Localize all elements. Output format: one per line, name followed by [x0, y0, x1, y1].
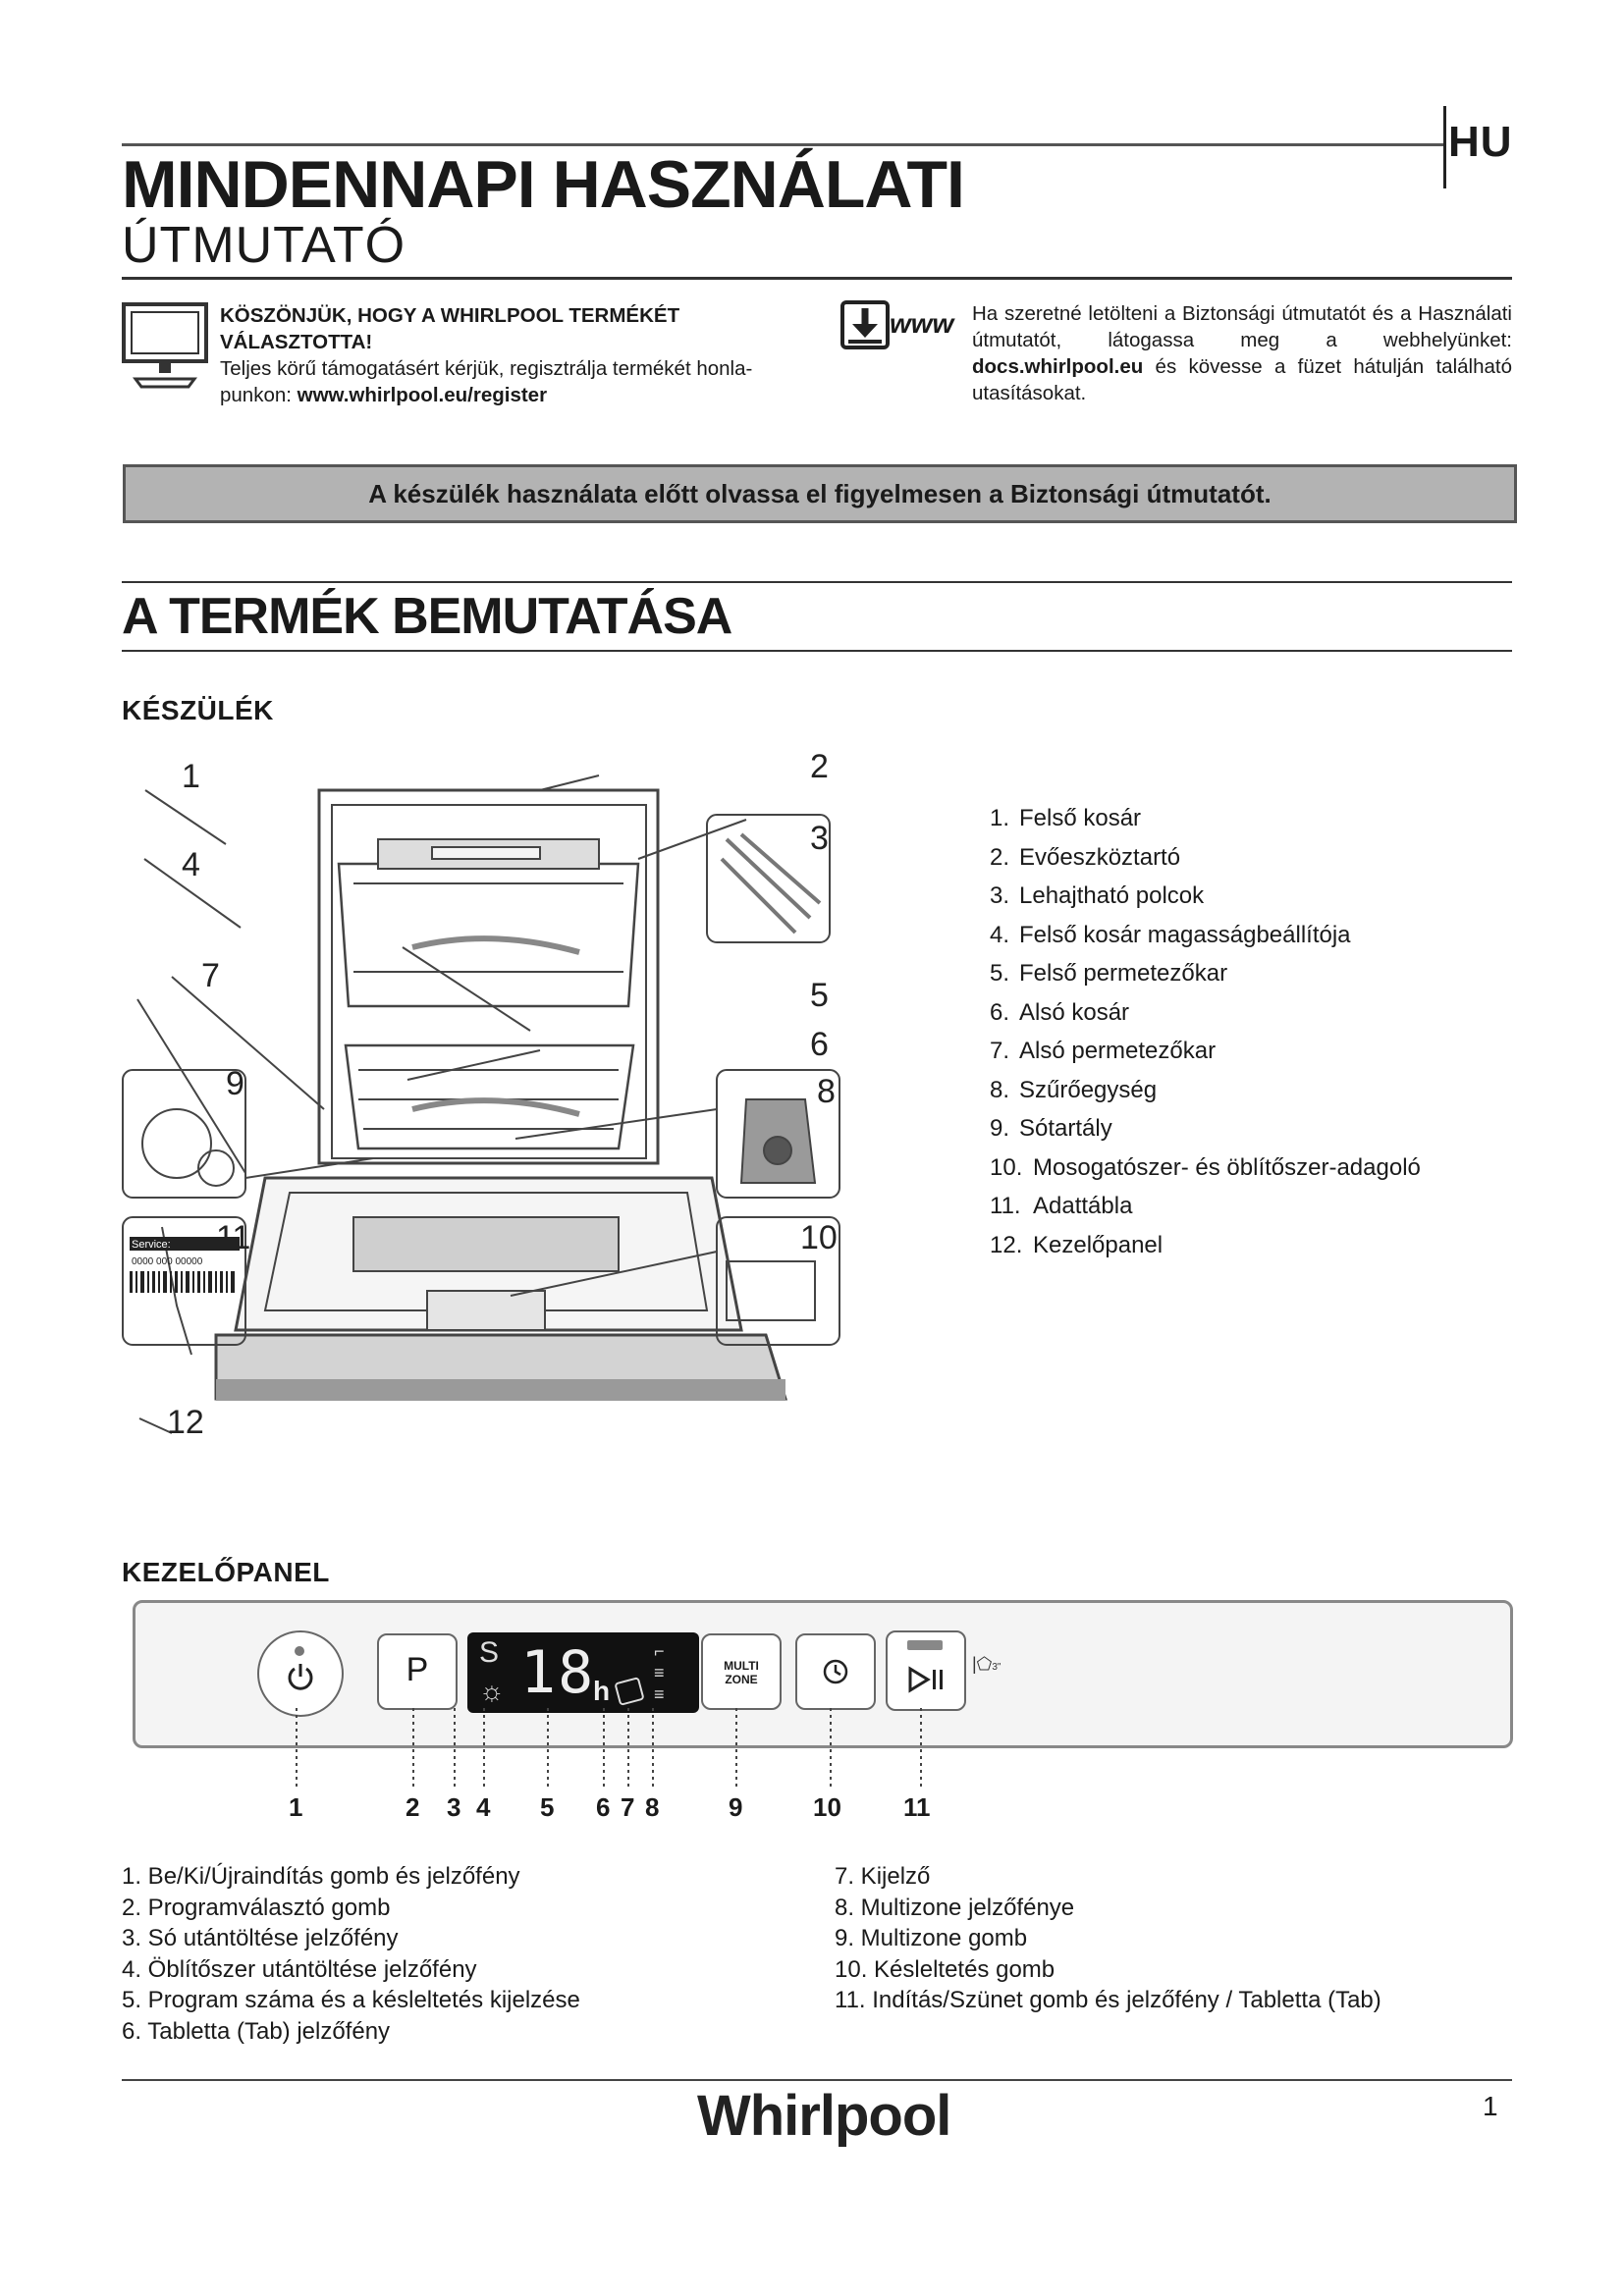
callout-12: 12 [167, 1404, 204, 1441]
dishwasher-diagram [118, 746, 864, 1453]
callout-10: 10 [800, 1219, 838, 1256]
panel-callout-3: 3 [447, 1792, 461, 1822]
www-label: www [890, 308, 954, 339]
register-link[interactable]: www.whirlpool.eu/register [297, 384, 548, 406]
safety-notice-banner: A készülék használata előtt olvassa el figyelmesen a Biztonsági útmutatót. [123, 464, 1517, 523]
lang-divider [1443, 106, 1446, 188]
panel-callout-8: 8 [645, 1792, 660, 1822]
list-item: 3. Lehajtható polcok [990, 882, 1205, 909]
section-rule-top [122, 581, 1512, 583]
download-text-part2: és kövesse a füzet hátulján található utasításokat. [972, 355, 1512, 404]
list-item: 11. Adattábla [990, 1193, 1133, 1219]
callout-5: 5 [810, 977, 829, 1014]
title-rule [122, 277, 1512, 280]
callout-8: 8 [817, 1073, 836, 1110]
list-item: 8. Szűrőegység [990, 1076, 1158, 1103]
callout-2: 2 [810, 748, 829, 785]
thanks-body [220, 355, 809, 408]
panel-leader-lines [133, 1708, 977, 1796]
salt-indicator: S [479, 1636, 500, 1669]
brand-logo: Whirlpool [697, 2084, 951, 2148]
rating-plate-code: 0000 000 00000 [132, 1256, 203, 1267]
delay-clock-icon [821, 1657, 850, 1686]
callout-6: 6 [810, 1026, 829, 1063]
list-item: 5. Felső permetezőkar [990, 960, 1228, 987]
start-pause-indicator-light [907, 1640, 943, 1650]
list-item: 4. Öblítőszer utántöltése jelzőfény [122, 1955, 477, 1983]
multizone-button[interactable] [701, 1633, 782, 1710]
appliance-heading: KÉSZÜLÉK [122, 695, 274, 725]
docs-link[interactable]: docs.whirlpool.eu [972, 355, 1144, 378]
program-button-label: P [406, 1651, 429, 1688]
language-code: HU [1448, 118, 1513, 166]
panel-callout-6: 6 [596, 1792, 611, 1822]
list-item: 10. Mosogatószer- és öblítőszer-adagoló [990, 1153, 1421, 1181]
callout-9: 9 [226, 1065, 244, 1102]
program-button[interactable] [377, 1633, 458, 1710]
list-item: 1. Felső kosár [990, 805, 1142, 831]
panel-legend-right [835, 1863, 1381, 2018]
tablet-3s-icon: |⬠3" [972, 1654, 1001, 1674]
download-text-part1: Ha szeretné letölteni a Biztonsági útmutatót és a Használati útmutatót, látogassa meg a webhelyünket: [972, 302, 1512, 351]
tablet-icon [614, 1677, 644, 1706]
multizone-label-1: MULTI [724, 1659, 759, 1673]
multizone-indicator-icon: ⌐ ≡ ≡ [654, 1641, 665, 1704]
list-item: 8. Multizone jelzőfénye [835, 1894, 1075, 1921]
control-panel-heading: KEZELŐPANEL [122, 1557, 330, 1587]
panel-callout-9: 9 [729, 1792, 743, 1822]
list-item: 2. Programválasztó gomb [122, 1894, 391, 1921]
power-icon [285, 1660, 316, 1691]
power-button[interactable] [257, 1630, 344, 1717]
list-item: 7. Alsó permetezőkar [990, 1038, 1217, 1064]
callout-11: 11 [216, 1219, 251, 1256]
rating-plate-service: Service: [132, 1239, 171, 1251]
display-digits: 18 [520, 1638, 596, 1707]
list-item: 1. Be/Ki/Újraindítás gomb és jelzőfény [122, 1863, 520, 1890]
list-item: 9. Multizone gomb [835, 1925, 1028, 1951]
start-pause-button[interactable] [886, 1630, 966, 1711]
parts-list [990, 805, 1421, 1270]
play-pause-icon [907, 1666, 947, 1693]
list-item: 6. Tabletta (Tab) jelzőfény [122, 2017, 391, 2045]
panel-callout-10: 10 [813, 1792, 841, 1822]
section-rule-bottom [122, 650, 1512, 652]
barcode-icon [130, 1271, 235, 1293]
panel-callout-4: 4 [476, 1792, 491, 1822]
display-hour-unit: h [593, 1676, 611, 1706]
panel-callout-7: 7 [621, 1792, 635, 1822]
display-panel [467, 1632, 699, 1713]
tablet-3s-label: 3" [992, 1662, 1001, 1673]
list-item: 10. Késleltetés gomb [835, 1955, 1056, 1983]
list-item: 12. Kezelőpanel [990, 1231, 1164, 1258]
panel-callout-2: 2 [406, 1792, 420, 1822]
list-item: 5. Program száma és a késleltetés kijelzése [122, 1987, 580, 2013]
download-icon [840, 300, 890, 351]
callout-7: 7 [201, 957, 220, 994]
power-indicator-light [295, 1646, 304, 1656]
top-rule [122, 143, 1443, 146]
list-item: 6. Alsó kosár [990, 998, 1130, 1026]
panel-callout-1: 1 [289, 1792, 303, 1822]
thanks-body-text: Teljes körű támogatásért kérjük, regisztrálja termékét honla-punkon: [220, 357, 753, 406]
footer-rule [122, 2079, 1512, 2081]
computer-monitor-icon [120, 300, 210, 391]
list-item: 2. Evőeszköztartó [990, 843, 1181, 871]
multizone-label-2: ZONE [725, 1673, 758, 1686]
rinse-aid-icon: ☼ [479, 1676, 505, 1706]
list-item: 7. Kijelző [835, 1863, 931, 1890]
thanks-heading: KÖSZÖNJÜK, HOGY A WHIRLPOOL TERMÉKÉT VÁLASZTOTTA! [220, 304, 680, 353]
panel-legend-left [122, 1863, 580, 2049]
callout-1: 1 [182, 758, 200, 795]
list-item: 11. Indítás/Szünet gomb és jelzőfény / Tabletta (Tab) [835, 1987, 1381, 2013]
delay-button[interactable] [795, 1633, 876, 1710]
panel-callout-5: 5 [540, 1792, 555, 1822]
panel-callout-11: 11 [903, 1792, 931, 1822]
document-title: MINDENNAPI HASZNÁLATI [122, 147, 964, 222]
section-title: A TERMÉK BEMUTATÁSA [122, 588, 732, 645]
list-item: 9. Sótartály [990, 1115, 1112, 1142]
download-instructions [972, 300, 1512, 406]
list-item: 4. Felső kosár magasságbeállítója [990, 921, 1351, 948]
callout-4: 4 [182, 846, 200, 883]
page-number: 1 [1483, 2091, 1498, 2121]
callout-3: 3 [810, 820, 829, 857]
document-subtitle: ÚTMUTATÓ [122, 217, 406, 274]
list-item: 3. Só utántöltése jelzőfény [122, 1925, 399, 1951]
